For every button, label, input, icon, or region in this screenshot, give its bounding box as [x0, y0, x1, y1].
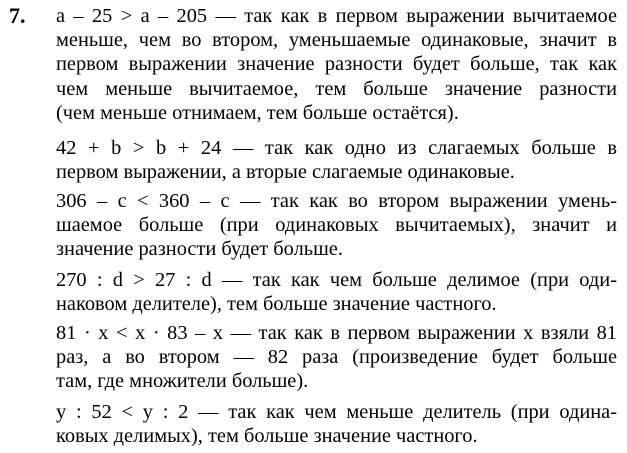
text-line: там, где множители больше). [56, 370, 309, 393]
text-line: шаемое больше (при одинаковых вычитаемых), значит и [56, 214, 617, 237]
text-line: y : 52 < y : 2 — так как чем меньше делитель (при одина- [56, 401, 617, 423]
task-number: 7. [9, 3, 26, 28]
paragraph-subtraction-comparison [56, 4, 617, 125]
text-line: 306 – c < 360 – c — так как во втором выражении умень- [56, 190, 617, 212]
text-line: a – 25 > a – 205 — так как в первом выражении вычитаемое [56, 5, 617, 27]
paragraph-addition-comparison [56, 136, 617, 184]
paragraph-minuend-comparison [56, 189, 617, 262]
text-line: 270 : d > 27 : d — так как чем больше делимое (при оди- [56, 269, 617, 291]
text-line: (чем меньше отнимаем, тем больше остаётся). [56, 101, 459, 124]
text-line: чем меньше вычитаемое, тем больше значение разности [56, 77, 617, 100]
text-line: 42 + b > b + 24 — так как одно из слагаемых больше в [56, 137, 617, 159]
paragraph-multiplication-comparison [56, 321, 617, 394]
text-line: 81 · x < x · 83 – x — так как в первом выражении x взяли 81 [56, 322, 617, 344]
text-line: наковом делителе), тем больше значение частного. [56, 293, 497, 316]
text-line: значение разности будет больше. [56, 238, 343, 261]
text-line: меньше, чем во втором, уменьшаемые одинаковые, значит в [56, 29, 617, 52]
text-line: первом выражении, а вторые слагаемые одинаковые. [56, 161, 515, 184]
text-line: ковых делимых), тем больше значение частного. [56, 425, 478, 448]
text-line: раз, а во втором — 82 раза (произведение будет больше [56, 346, 617, 369]
text-line: первом выражении значение разности будет больше, так как [56, 53, 617, 76]
paragraph-divisor-comparison [56, 400, 617, 448]
paragraph-dividend-comparison [56, 268, 617, 316]
